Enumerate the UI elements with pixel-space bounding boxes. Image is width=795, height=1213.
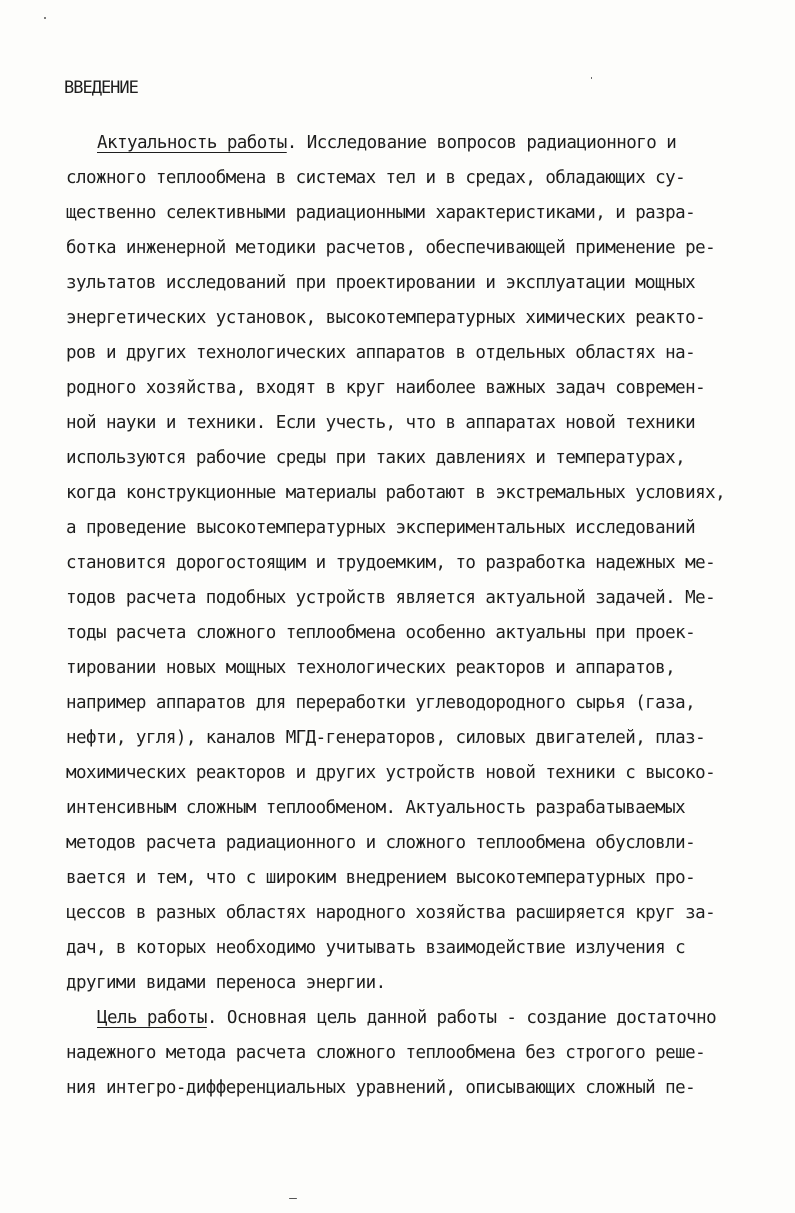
paragraph-line: [97, 131, 676, 155]
paragraph-line: например аппаратов для переработки углеводородного сырья (газа,: [66, 693, 696, 713]
paragraph-line: тоды расчета сложного теплообмена особенно актуальны при проек-: [66, 623, 696, 643]
scan-speck: [591, 77, 592, 79]
paragraph-line: методов расчета радиационного и сложного теплообмена обусловли-: [66, 833, 696, 853]
paragraph-line: ной науки и техники. Если учесть, что в аппаратах новой техники: [66, 413, 696, 433]
paragraph-label: Актуальность работы: [97, 133, 287, 153]
paragraph-line: когда конструкционные материалы работают в экстремальных условиях,: [66, 483, 726, 503]
paragraph-line: родного хозяйства, входят в круг наиболее важных задач современ-: [66, 378, 706, 398]
paragraph-line: используются рабочие среды при таких давлениях и температурах,: [66, 448, 686, 468]
paragraph-line: интенсивным сложным теплообменом. Актуальность разрабатываемых: [66, 798, 686, 818]
paragraph-line: надежного метода расчета сложного теплообмена без строгого реше-: [66, 1043, 706, 1063]
paragraph-line: тировании новых мощных технологических реакторов и аппаратов,: [66, 658, 676, 678]
paragraph-line: мохимических реакторов и других устройств новой техники с высоко-: [66, 763, 716, 783]
paragraph-line: щественно селективными радиационными характеристиками, и разра-: [66, 203, 696, 223]
paragraph-line: ботка инженерной методики расчетов, обеспечивающей применение ре-: [66, 238, 716, 258]
paragraph-line: тодов расчета подобных устройств является актуальной задачей. Ме-: [66, 588, 716, 608]
scan-speck: [44, 17, 46, 19]
paragraph-line: цессов в разных областях народного хозяйства расширяется круг за-: [66, 903, 716, 923]
paragraph-line: ния интегро-дифференциальных уравнений, описывающих сложный пе-: [66, 1078, 696, 1098]
paragraph-line: [97, 1006, 716, 1030]
paragraph-line: энергетических установок, высокотемпературных химических реакто-: [66, 308, 706, 328]
paragraph-line: ров и других технологических аппаратов в отдельных областях на-: [66, 343, 696, 363]
paragraph-label: Цель работы: [97, 1008, 207, 1028]
paragraph-line: нефти, угля), каналов МГД-генераторов, силовых двигателей, плаз-: [66, 728, 706, 748]
section-heading: ВВЕДЕНИЕ: [64, 78, 138, 98]
paragraph-first-line-text: . Исследование вопросов радиационного и: [286, 133, 677, 153]
paragraph-line: сложного теплообмена в системах тел и в средах, обладающих су-: [66, 168, 686, 188]
scan-speck: [289, 1198, 297, 1199]
paragraph-line: зультатов исследований при проектировании и эксплуатации мощных: [66, 273, 696, 293]
paragraph-line: дач, в которых необходимо учитывать взаимодействие излучения с: [66, 938, 686, 958]
paragraph-line: а проведение высокотемпературных экспериментальных исследований: [66, 518, 696, 538]
paragraph-line: вается и тем, что с широким внедрением высокотемпературных про-: [66, 868, 696, 888]
paragraph-line: становится дорогостоящим и трудоемким, то разработка надежных ме-: [66, 553, 716, 573]
paragraph-line: другими видами переноса энергии.: [66, 973, 386, 993]
paragraph-first-line-text: . Основная цель данной работы - создание достаточно: [206, 1008, 717, 1028]
